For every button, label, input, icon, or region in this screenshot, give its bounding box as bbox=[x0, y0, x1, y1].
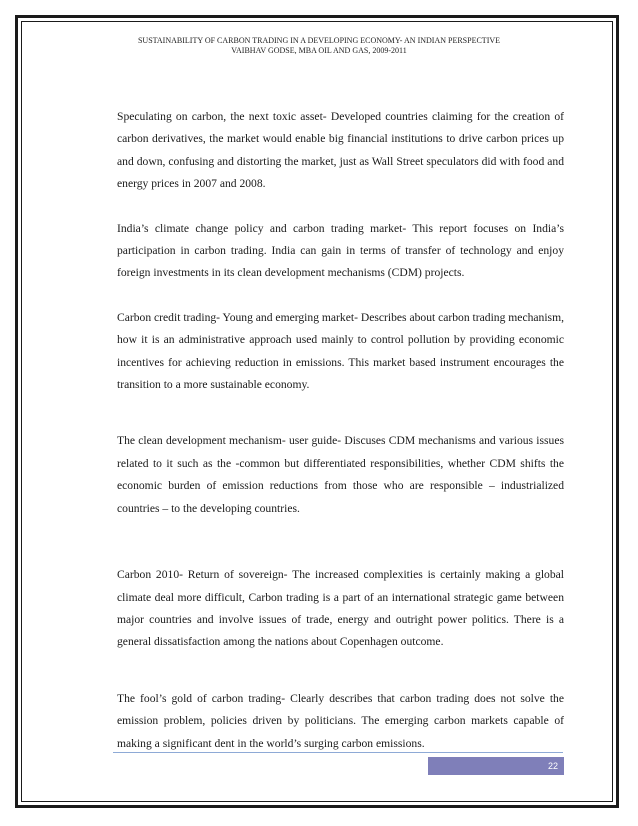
header-author: VAIBHAV GODSE, MBA OIL AND GAS, 2009-2011 bbox=[231, 46, 407, 55]
paragraph-clean-development-mechanism: The clean development mechanism- user guide- Discuses CDM mechanisms and various issues related to it such as the -common but differentiated responsibilities, whether CDM shifts the economic burden of emission reductions from those who are responsible – industrialized countries – to the developing countries. bbox=[117, 434, 564, 515]
paragraph-carbon-credit-trading: Carbon credit trading- Young and emerging market- Describes about carbon trading mechanism, how it is an administrative approach used mainly to control pollution by providing economic incentives for achieving reduction in emissions. This market based instrument encourages the transition to a more sustainable economy. bbox=[117, 310, 564, 392]
paragraph-carbon-2010: Carbon 2010- Return of sovereign- The increased complexities is certainly making a global climate deal more difficult, Carbon trading is a part of an international strategic game between major countries and involve issues of trade, energy and outright power politics. There is a general dissatisfaction among the nations about Copenhagen outcome. bbox=[117, 568, 564, 649]
body-text bbox=[117, 106, 564, 755]
paragraph-india-climate-policy: India’s climate change policy and carbon trading market- This report focuses on India’s participation in carbon trading. India can gain in terms of transfer of technology and enjoy foreign investments in its clean development mechanisms (CDM) projects. bbox=[117, 221, 564, 280]
footer-divider bbox=[113, 752, 563, 753]
paragraph-fools-gold: The fool’s gold of carbon trading- Clearly describes that carbon trading does not solve the emission problem, policies driven by politicians. The emerging carbon markets capable of making a significant dent in the world’s surging carbon emissions. bbox=[117, 691, 564, 750]
header-title: SUSTAINABILITY OF CARBON TRADING IN A DEVELOPING ECONOMY- AN INDIAN PERSPECTIVE bbox=[137, 36, 501, 45]
paragraph-speculating-on-carbon: Speculating on carbon, the next toxic asset- Developed countries claiming for the creation of carbon derivatives, the market would enable big financial institutions to drive carbon prices up and down, confusing and distorting the market, just as Wall Street speculators did with food and energy prices in 2007 and 2008. bbox=[117, 110, 564, 191]
page-number: 22 bbox=[428, 757, 564, 775]
running-header bbox=[40, 36, 598, 56]
